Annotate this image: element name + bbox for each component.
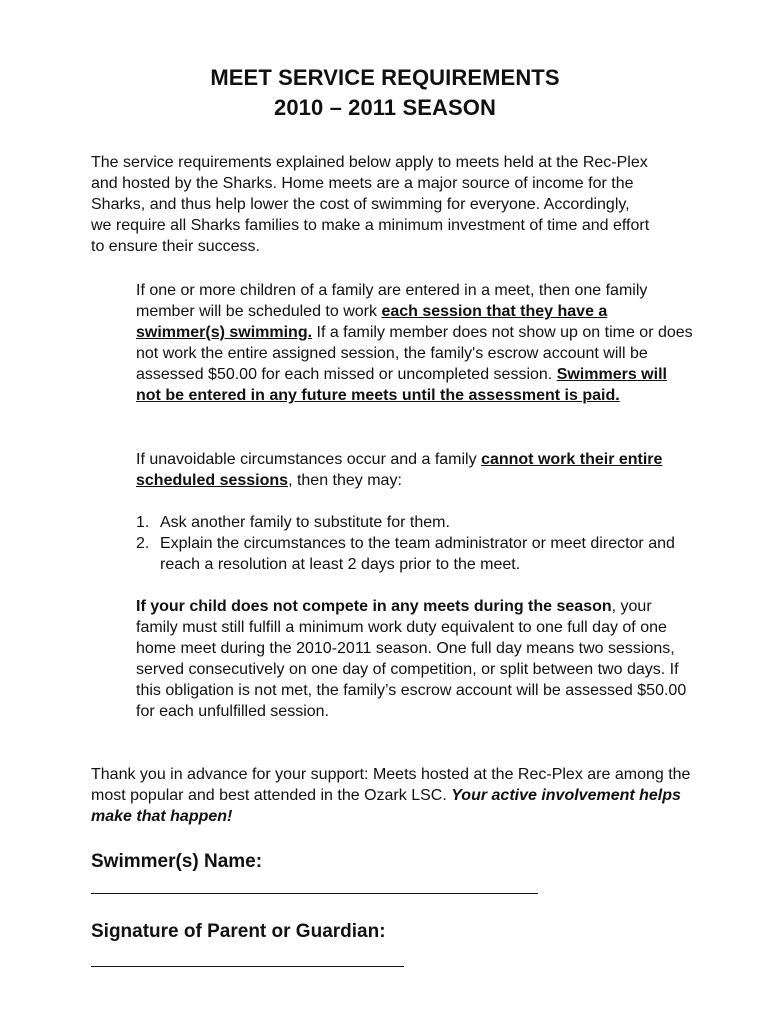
circumstances-paragraph (136, 449, 696, 491)
circumstances-emphasis: cannot work their entire scheduled sessions (136, 451, 663, 489)
circumstances-text-a: If unavoidable circumstances occur and a family (136, 451, 482, 468)
swimmer-name-label: Swimmer(s) Name: (91, 851, 263, 872)
signature-label: Signature of Parent or Guardian: (91, 921, 386, 942)
document-title: MEET SERVICE REQUIREMENTS (210, 65, 560, 90)
scheduling-emphasis: each session that they have a swimmer(s) swimming. (136, 303, 608, 341)
signature-field[interactable] (91, 966, 404, 967)
options-list (136, 512, 696, 575)
list-item-number: 1. (136, 514, 150, 531)
no-compete-paragraph (136, 596, 696, 722)
scheduling-text-c: If a family member does not show up on time or does not work the entire assigned session, the family's escrow account will be assessed $50.00 for each missed or uncompleted session. (136, 324, 693, 383)
circumstances-text-c: , then they may: (288, 472, 402, 489)
thanks-text: Thank you in advance for your support: Meets hosted at the Rec-Plex are among the most popular and best attended in the Ozark LSC. (91, 766, 691, 804)
list-item (136, 512, 696, 533)
list-item-number: 2. (136, 535, 150, 552)
scheduling-paragraph (136, 280, 696, 406)
season-subtitle: 2010 – 2011 SEASON (274, 95, 496, 120)
list-item-text: Explain the circumstances to the team administrator or meet director and reach a resolution at least 2 days prior to the meet. (160, 535, 675, 573)
list-item (136, 533, 696, 575)
no-compete-text: , your family must still fulfill a minimum work duty equivalent to one full day of one home meet during the 2010-2011 season. One full day means two sessions, served consecutively on one day of competition, or split between two days. If this obligation is not met, the family’s escrow account will be assessed $50.00 for each unfulfilled session. (136, 598, 687, 720)
thanks-paragraph (91, 764, 691, 827)
assessment-warning: Swimmers will not be entered in any future meets until the assessment is paid. (136, 366, 667, 404)
no-compete-emphasis: If your child does not compete in any meets during the season (136, 598, 612, 615)
swimmer-name-field[interactable] (91, 893, 538, 894)
list-item-text: Ask another family to substitute for them. (160, 514, 450, 531)
intro-paragraph: The service requirements explained below apply to meets held at the Rec-Plex and hosted by the Sharks. Home meets are a major source of income for the Sharks, and thus help lower the cost of swimming for everyone. Accordingly, we require all Sharks families to make a minimum investment of time and effort to ensure their success. (91, 154, 650, 255)
scheduling-text-a: If one or more children of a family are entered in a meet, then one family member will be scheduled to work (136, 282, 648, 320)
thanks-emphasis: Your active involvement helps make that happen! (91, 787, 681, 825)
